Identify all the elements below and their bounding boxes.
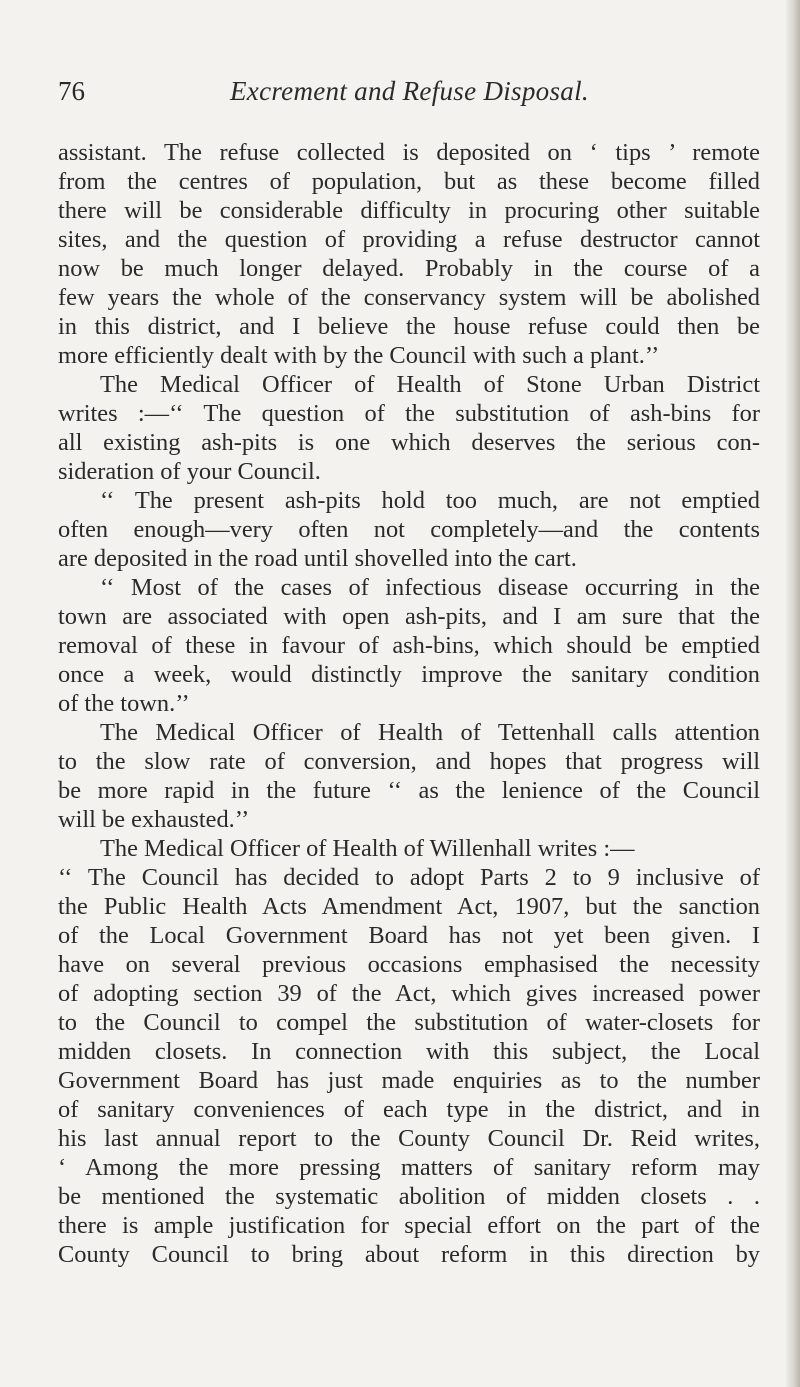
- text-line: writes :—‘‘ The question of the substitution of ash-bins for: [58, 400, 760, 427]
- text-line: ‘‘ Most of the cases of infectious disease occurring in the: [100, 574, 760, 601]
- page-edge-shadow: [786, 0, 800, 1387]
- text-line: Government Board has just made enquiries as to the number: [58, 1067, 760, 1094]
- text-line: removal of these in favour of ash-bins, which should be emptied: [58, 632, 760, 659]
- text-line: few years the whole of the conservancy system will be abolished: [58, 284, 760, 311]
- text-line: The Medical Officer of Health of Stone Urban District: [100, 371, 760, 398]
- text-line: town are associated with open ash-pits, and I am sure that the: [58, 603, 760, 630]
- text-line: often enough—very often not completely—and the contents: [58, 516, 760, 543]
- text-line: are deposited in the road until shovelled into the cart.: [58, 545, 577, 572]
- text-line: County Council to bring about reform in this direction by: [58, 1241, 760, 1268]
- text-line: now be much longer delayed. Probably in the course of a: [58, 255, 760, 282]
- text-line: The Medical Officer of Health of Tettenhall calls attention: [100, 719, 760, 746]
- text-line: there will be considerable difficulty in procuring other suitable: [58, 197, 760, 224]
- text-line: from the centres of population, but as these become filled: [58, 168, 760, 195]
- text-line: of adopting section 39 of the Act, which gives increased power: [58, 980, 760, 1007]
- text-line: of the town.’’: [58, 690, 190, 717]
- text-line: of the Local Government Board has not yet been given. I: [58, 922, 760, 949]
- page-number: 76: [58, 76, 85, 106]
- text-line: his last annual report to the County Council Dr. Reid writes,: [58, 1125, 760, 1152]
- page-header: [58, 76, 748, 116]
- text-line: have on several previous occasions emphasised the necessity: [58, 951, 760, 978]
- text-line: sites, and the question of providing a refuse destructor cannot: [58, 226, 760, 253]
- text-line: be mentioned the systematic abolition of midden closets . .: [58, 1183, 760, 1210]
- text-line: be more rapid in the future ‘‘ as the lenience of the Council: [58, 777, 760, 804]
- text-line: to the Council to compel the substitution of water-closets for: [58, 1009, 760, 1036]
- text-line: ‘‘ The present ash-pits hold too much, are not emptied: [100, 487, 760, 514]
- text-line: of sanitary conveniences of each type in the district, and in: [58, 1096, 760, 1123]
- text-line: ‘ Among the more pressing matters of sanitary reform may: [58, 1154, 760, 1181]
- text-line: assistant. The refuse collected is deposited on ‘ tips ’ remote: [58, 139, 760, 166]
- text-line: The Medical Officer of Health of Willenhall writes :—: [100, 835, 635, 862]
- running-title: Excrement and Refuse Disposal.: [230, 76, 589, 106]
- text-line: in this district, and I believe the house refuse could then be: [58, 313, 760, 340]
- text-line: ‘‘ The Council has decided to adopt Parts 2 to 9 inclusive of: [58, 864, 760, 891]
- text-line: more efficiently dealt with by the Council with such a plant.’’: [58, 342, 660, 369]
- text-line: the Public Health Acts Amendment Act, 1907, but the sanction: [58, 893, 760, 920]
- text-line: sideration of your Council.: [58, 458, 321, 485]
- text-line: midden closets. In connection with this subject, the Local: [58, 1038, 760, 1065]
- text-line: will be exhausted.’’: [58, 806, 250, 833]
- text-line: all existing ash-pits is one which deserves the serious con-: [58, 429, 760, 456]
- text-line: there is ample justification for special effort on the part of the: [58, 1212, 760, 1239]
- text-line: to the slow rate of conversion, and hopes that progress will: [58, 748, 760, 775]
- text-line: once a week, would distinctly improve the sanitary condition: [58, 661, 760, 688]
